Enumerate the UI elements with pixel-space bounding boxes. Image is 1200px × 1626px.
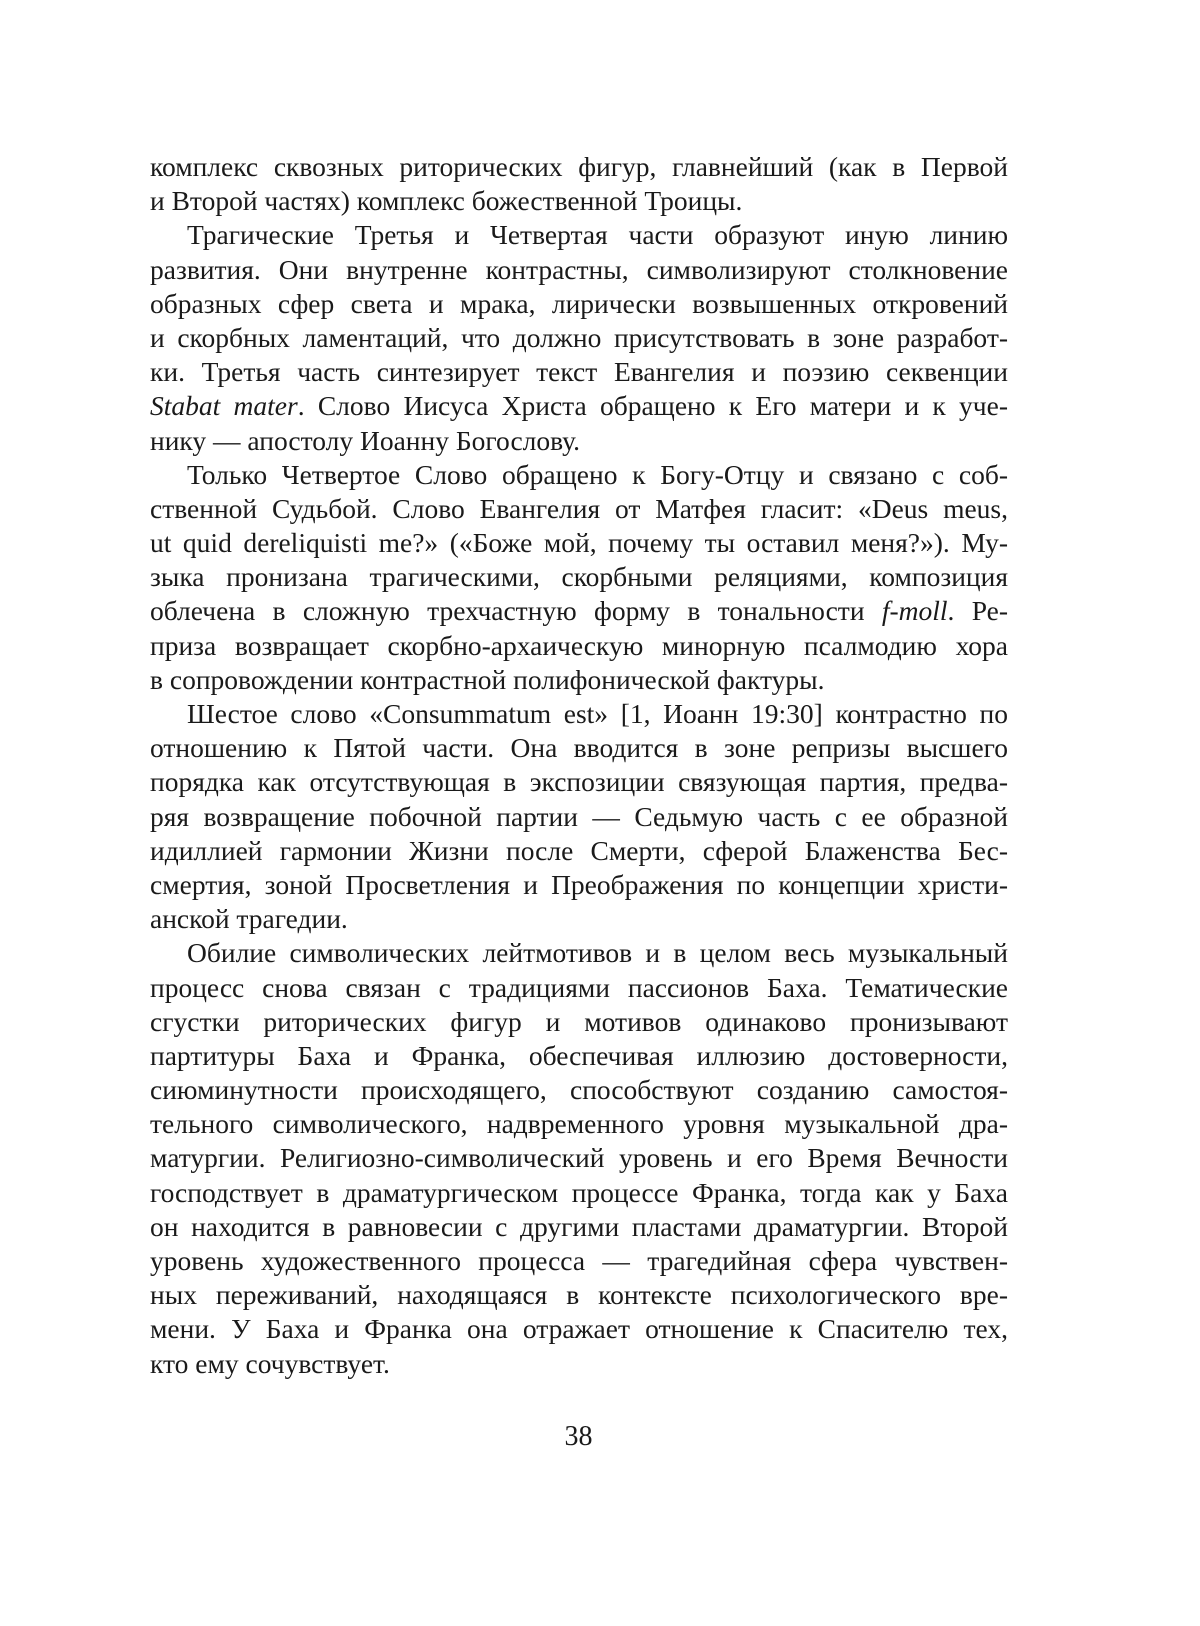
- text-line: нику — апостолу Иоанну Богослову.: [150, 424, 1008, 458]
- text-line: господствует в драматургическом процессе Франка, тогда как у Баха: [150, 1176, 1008, 1210]
- paragraph-first-line: Обилие символических лейтмотивов и в целом весь музыкальный: [150, 936, 1008, 970]
- text-line: смертия, зоной Просветления и Преображения по концепции христи-: [150, 868, 1008, 902]
- text-line: сгустки риторических фигур и мотивов одинаково пронизывают: [150, 1005, 1008, 1039]
- text-line: ных переживаний, находящаяся в контексте психологического вре-: [150, 1278, 1008, 1312]
- text-line: и Второй частях) комплекс божественной Троицы.: [150, 184, 1008, 218]
- text-line: [150, 389, 1008, 423]
- text-line: кто ему сочувствует.: [150, 1347, 1008, 1381]
- text-line: сиюминутности происходящего, способствуют созданию самостоя-: [150, 1073, 1008, 1107]
- italic-key: f-moll: [882, 595, 948, 626]
- italic-title: Stabat mater: [150, 390, 298, 421]
- text-span: . Слово Иисуса Христа обращено к Его матери и к уче-: [298, 390, 1008, 421]
- text-line: отношению к Пятой части. Она вводится в зоне репризы высшего: [150, 731, 1008, 765]
- text-line: приза возвращает скорбно-архаическую минорную псалмодию хора: [150, 629, 1008, 663]
- text-line: комплекс сквозных риторических фигур, главнейший (как в Первой: [150, 150, 1008, 184]
- text-line: ut quid dereliquisti me?» («Боже мой, почему ты оставил меня?»). Му-: [150, 526, 1008, 560]
- text-line: уровень художественного процесса — трагедийная сфера чувствен-: [150, 1244, 1008, 1278]
- text-line: процесс снова связан с традициями пассионов Баха. Тематические: [150, 971, 1008, 1005]
- paragraph-first-line: Шестое слово «Consummatum est» [1, Иоанн 19:30] контрастно по: [150, 697, 1008, 731]
- body-text: [150, 150, 1008, 1381]
- text-line: порядка как отсутствующая в экспозиции связующая партия, предва-: [150, 765, 1008, 799]
- text-line: в сопровождении контрастной полифонической фактуры.: [150, 663, 1008, 697]
- text-span: облечена в сложную трехчастную форму в тональности: [150, 595, 882, 626]
- text-line: ки. Третья часть синтезирует текст Евангелия и поэзию секвенции: [150, 355, 1008, 389]
- paragraph-first-line: Только Четвертое Слово обращено к Богу-Отцу и связано с соб-: [150, 458, 1008, 492]
- page-number: 38: [0, 1420, 1157, 1454]
- text-line: зыка пронизана трагическими, скорбными реляциями, композиция: [150, 560, 1008, 594]
- text-line: идиллией гармонии Жизни после Смерти, сферой Блаженства Бес-: [150, 834, 1008, 868]
- text-line: и скорбных ламентаций, что должно присутствовать в зоне разработ-: [150, 321, 1008, 355]
- text-line: [150, 594, 1008, 628]
- text-line: образных сфер света и мрака, лирически возвышенных откровений: [150, 287, 1008, 321]
- text-line: развития. Они внутренне контрастны, символизируют столкновение: [150, 253, 1008, 287]
- text-line: он находится в равновесии с другими пластами драматургии. Второй: [150, 1210, 1008, 1244]
- text-line: тельного символического, надвременного уровня музыкальной дра-: [150, 1107, 1008, 1141]
- text-line: анской трагедии.: [150, 902, 1008, 936]
- paragraph-first-line: Трагические Третья и Четвертая части образуют иную линию: [150, 218, 1008, 252]
- text-line: матургии. Религиозно-символический уровень и его Время Вечности: [150, 1141, 1008, 1175]
- text-line: партитуры Баха и Франка, обеспечивая иллюзию достоверности,: [150, 1039, 1008, 1073]
- text-line: мени. У Баха и Франка она отражает отношение к Спасителю тех,: [150, 1312, 1008, 1346]
- text-line: ряя возвращение побочной партии — Седьмую часть с ее образной: [150, 800, 1008, 834]
- text-span: . Ре-: [948, 595, 1008, 626]
- text-line: ственной Судьбой. Слово Евангелия от Матфея гласит: «Deus meus,: [150, 492, 1008, 526]
